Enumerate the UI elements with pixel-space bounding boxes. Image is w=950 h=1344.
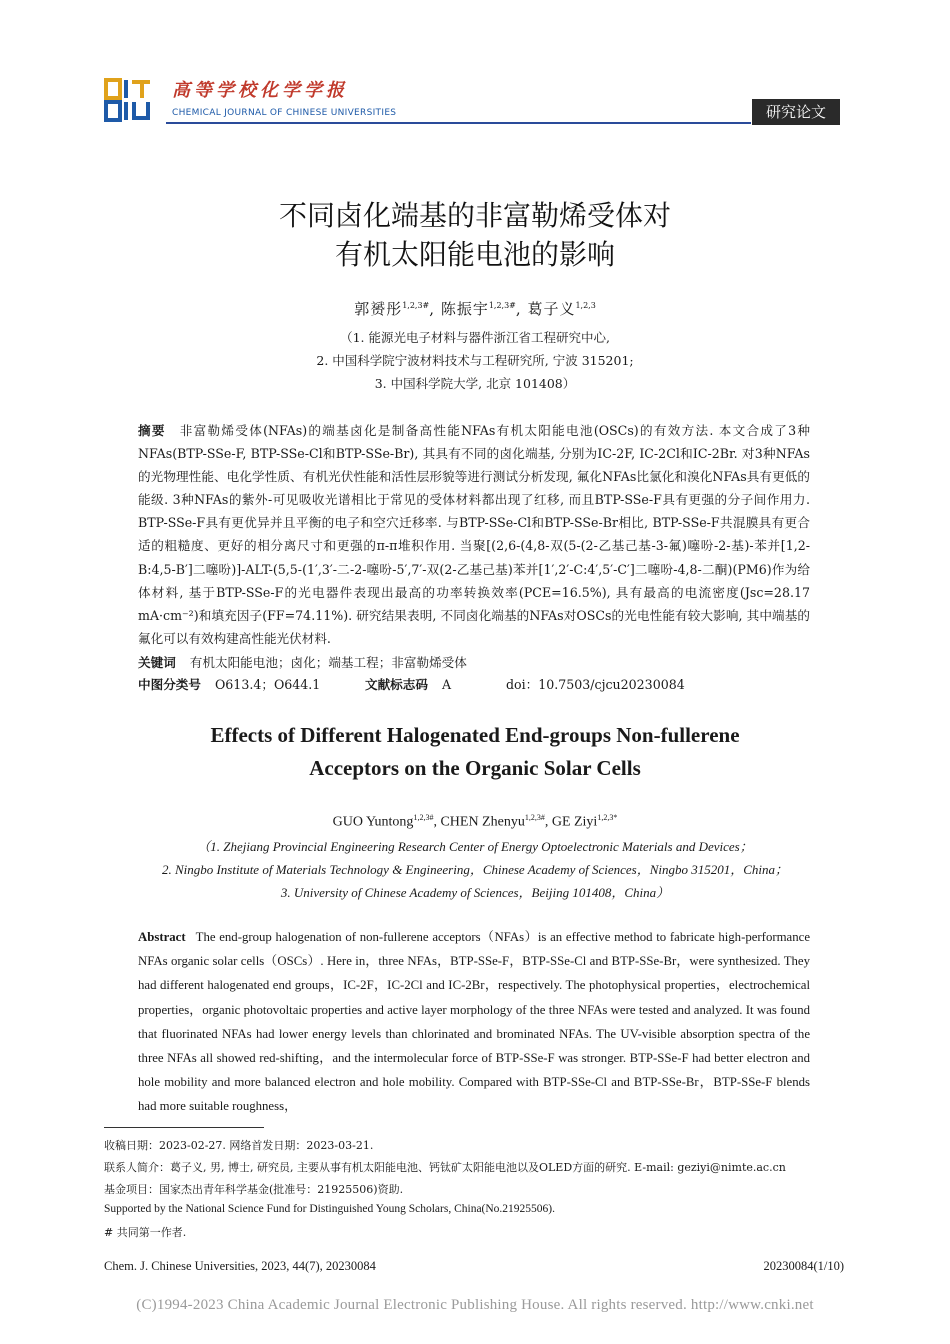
header-divider: [166, 122, 751, 124]
title-en-line2: Acceptors on the Organic Solar Cells: [309, 756, 641, 780]
title-en-line1: Effects of Different Halogenated End-groups Non-fullerene: [210, 723, 740, 747]
affiliation-cn-1: （1. 能源光电子材料与器件浙江省工程研究中心,: [340, 330, 610, 345]
author-affil-sup: 1,2,3#: [488, 301, 516, 310]
clc-label: 中图分类号: [138, 677, 201, 692]
doc-code-value: A: [441, 677, 452, 692]
author-cn: 陈振宇: [440, 300, 489, 318]
footnote-cofirst: # 共同第一作者.: [104, 1226, 187, 1239]
footnote-divider: [104, 1127, 264, 1128]
author-en: GUO Yuntong: [332, 814, 414, 830]
keywords-cn-label: 关键词: [138, 655, 176, 670]
title-cn-line2: 有机太阳能电池的影响: [334, 238, 615, 271]
affiliation-en-3: 3. University of Chinese Academy of Sciences，Beijing 101408，China）: [280, 885, 670, 900]
doi-link[interactable]: doi：10.7503/cjcu20230084: [505, 677, 685, 692]
keywords-cn: [138, 652, 467, 671]
cnki-copyright-watermark: (C)1994-2023 China Academic Journal Electronic Publishing House. All rights reserved. http://www.cnki.net: [136, 1297, 814, 1313]
footnote-received: 收稿日期：2023-02-27. 网络首发日期：2023-03-21.: [104, 1139, 374, 1152]
journal-name-en: CHEMICAL JOURNAL OF CHINESE UNIVERSITIES: [172, 108, 397, 118]
footnote-fund-en: Supported by the National Science Fund for Distinguished Young Scholars, China(No.21925506).: [104, 1203, 556, 1215]
journal-header: [104, 76, 844, 126]
author-cn: 葛子义: [527, 300, 576, 318]
abstract-en: [138, 925, 810, 1119]
abstract-cn-label: 摘要: [138, 423, 166, 438]
author-affil-sup: 1,2,3#: [524, 813, 545, 822]
abstract-cn: [138, 419, 810, 650]
doc-code-label: 文献标志码: [364, 677, 428, 692]
author-cn: 郭赟彤: [354, 300, 403, 318]
author-affil-sup: 1,2,3#: [402, 301, 430, 310]
journal-name-cn: 高等学校化学学报: [172, 80, 348, 101]
citation-footer: Chem. J. Chinese Universities, 2023, 44(7), 20230084: [104, 1259, 376, 1273]
classification-line: [138, 674, 838, 693]
author-en: GE Ziyi: [551, 814, 598, 830]
affiliation-cn-2: 2. 中国科学院宁波材料技术与工程研究所, 宁波 315201;: [316, 353, 634, 368]
affiliation-en-2: 2. Ningbo Institute of Materials Technology & Engineering，Chinese Academy of Sciences，Ningbo 315201，China；: [161, 862, 789, 877]
page-number: 20230084(1/10): [763, 1259, 844, 1273]
keywords-cn-text: 有机太阳能电池；卤化；端基工程；非富勒烯受体: [189, 655, 467, 670]
author-affil-sup: 1,2,3*: [597, 813, 618, 822]
clc-value: O613.4；O644.1: [214, 677, 321, 692]
authors-cn: 郭赟彤$^{1,2,3\#}$, 陈振宇$^{1,2,3\#}$, 葛子义$^{1,2,3}$: [354, 300, 596, 318]
article-category-badge: 研究论文: [752, 99, 840, 125]
author-affil-sup: 1,2,3: [575, 301, 596, 310]
journal-logo-icon: [104, 78, 154, 122]
authors-en: GUO Yuntong$^{1,2,3\#}$, CHEN Zhenyu$^{1,2,3\#}$, GE Ziyi$^{1,2,3*}$: [332, 813, 618, 830]
abstract-en-text: The end-group halogenation of non-fullerene acceptors（NFAs）is an effective method to fabricate high-performance NFAs organic solar cells（OSCs）. Here in，three NFAs，BTP-SSe-F，BTP-SSe-Cl and BTP-SSe-Br，were synthesized. They had different halogenated end groups，IC-2F，IC-2Cl and IC-2Br，respectively. The photophysical properties，electrochemical properties，organic photovoltaic properties and active layer morphology of the three NFAs were tested and analyzed. It was found that fluorinated NFAs had lower energy levels than chlorinated and brominated NFAs. The UV-visible absorption spectra of the three NFAs all showed red-shifting，and the intermolecular force of BTP-SSe-F was stronger. BTP-SSe-F had better electron and hole mobility and more balanced electron and hole mobility. Compared with BTP-SSe-Cl and BTP-SSe-Br，BTP-SSe-F blends had more suitable roughness，: [138, 930, 810, 1114]
affiliation-en-1: （1. Zhejiang Provincial Engineering Research Center of Energy Optoelectronic Materials and Devices；: [197, 839, 753, 854]
author-affil-sup: 1,2,3#: [413, 813, 434, 822]
footnote-fund: 基金项目：国家杰出青年科学基金(批准号：21925506)资助.: [104, 1183, 404, 1196]
author-en: CHEN Zhenyu: [440, 814, 525, 830]
title-cn-line1: 不同卤化端基的非富勒烯受体对: [278, 199, 671, 232]
abstract-en-label: Abstract: [138, 930, 186, 944]
affiliation-cn-3: 3. 中国科学院大学, 北京 101408）: [374, 376, 576, 391]
footnote-contact: 联系人简介：葛子义, 男, 博士, 研究员, 主要从事有机太阳能电池、钙钛矿太阳能电池以及OLED方面的研究. E-mail: geziyi@nimte.ac.cn: [104, 1161, 786, 1174]
abstract-cn-text: 非富勒烯受体(NFAs)的端基卤化是制备高性能NFAs有机太阳能电池(OSCs)的有效方法. 本文合成了3种NFAs(BTP-SSe-F, BTP-SSe-Cl和BTP-SSe-Br), 其具有不同的卤化端基, 分别为IC-2F, IC-2Cl和IC-2Br. 对3种NFAs的光物理性能、电化学性质、有机光伏性能和活性层形貌等进行测试分析发现, 氟化NFAs比氯化和溴化NFAs具有更低的能级. 3种NFAs的紫外-可见吸收光谱相比于常见的受体材料都出现了红移, 而且BTP-SSe-F具有更强的分子间作用力. BTP-SSe-F具有更优异并且平衡的电子和空穴迁移率. 与BTP-SSe-Cl和BTP-SSe-Br相比, BTP-SSe-F共混膜具有更合适的粗糙度、更好的相分离尺寸和更强的π-π堆积作用. 当聚[(2,6-(4,8-双(5-(2-乙基己基-3-氟)噻吩-2-基)-苯并[1,2-B:4,5-B′]二噻吩)]-ALT-(5,5-(1′,3′-二-2-噻吩-5′,7′-双(2-乙基己基)苯并[1′,2′-C:4′,5′-C′]二噻吩-4,8-二酮)(PM6)作为给体材料, 基于BTP-SSe-F的光电器件表现出最高的功率转换效率(PCE=16.5%), 具有最高的电流密度(Jsc=28.17 mA·cm⁻²)和填充因子(FF=74.11%). 研究结果表明, 不同卤化端基的NFAs对OSCs的光电性能有较大影响, 其中端基的氟化可以有效构建高性能光伏材料.: [138, 423, 811, 646]
